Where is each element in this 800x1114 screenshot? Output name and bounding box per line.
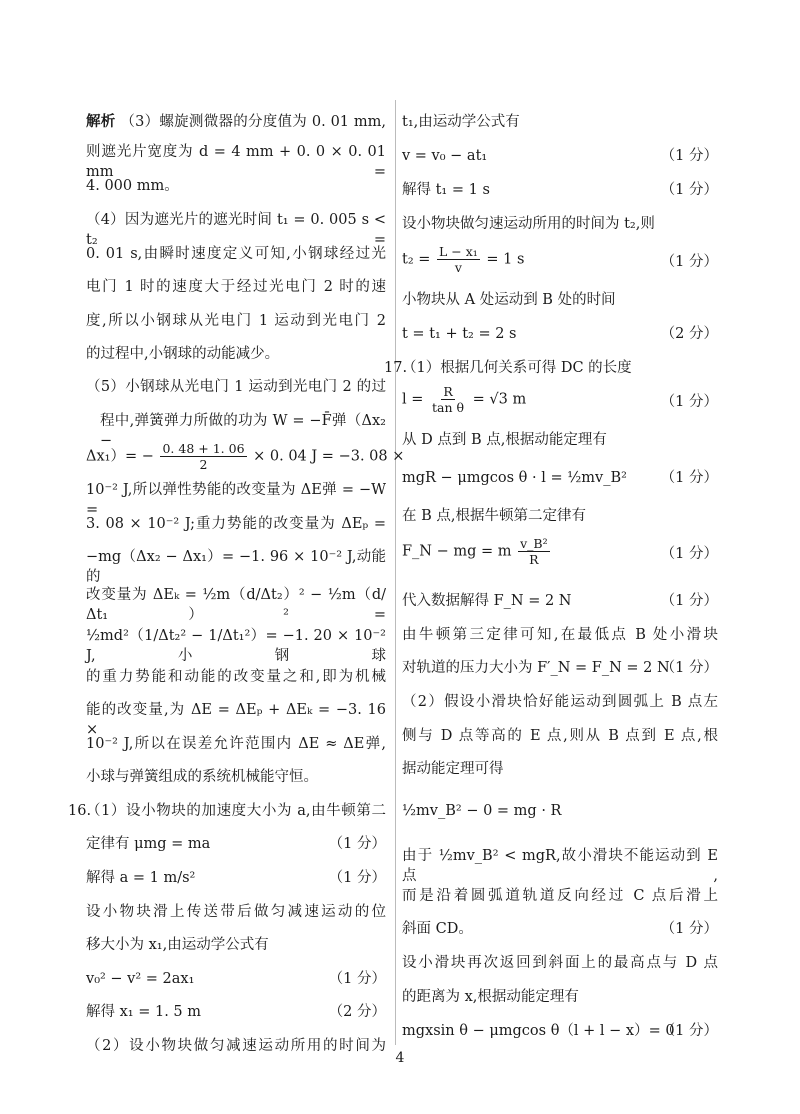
text-line bbox=[86, 834, 386, 854]
jiexi-label: 解析 bbox=[86, 113, 116, 130]
denominator: tan θ bbox=[432, 400, 465, 415]
text-line bbox=[402, 591, 718, 611]
text-line bbox=[86, 868, 386, 888]
text-line: 的过程中,小钢球的动能减少。 bbox=[86, 346, 280, 362]
denominator: 2 bbox=[199, 457, 208, 472]
score: （1 分） bbox=[660, 593, 718, 609]
question-number: 17. bbox=[384, 360, 408, 376]
score: （1 分） bbox=[660, 254, 718, 270]
text-line: （2）设小物块做匀减速运动所用的时间为 bbox=[86, 1038, 386, 1054]
fraction bbox=[430, 384, 466, 415]
text-line: 小球与弹簧组成的系统机械能守恒。 bbox=[86, 769, 318, 785]
text-line: 由牛顿第三定律可知,在最低点 B 处小滑块 bbox=[402, 627, 718, 643]
formula-line: ½md²（1/Δt₂² − 1/Δt₁²）= −1. 20 × 10⁻² J,小钢球 bbox=[86, 628, 386, 664]
question-number: 16. bbox=[68, 803, 92, 819]
text: = 1 s bbox=[486, 251, 525, 268]
text-line bbox=[402, 658, 718, 678]
text-line: 3. 08 × 10⁻² J;重力势能的改变量为 ΔEₚ = bbox=[86, 516, 386, 532]
text-line: 设小物块做匀速运动所用的时间为 t₂,则 bbox=[402, 216, 655, 232]
formula-line: ½mv_B² − 0 = mg · R bbox=[402, 803, 562, 819]
text: （1）设小物块的加速度大小为 a,由牛顿第二 bbox=[86, 803, 386, 819]
fraction bbox=[437, 244, 480, 275]
text: t = t₁ + t₂ = 2 s bbox=[402, 326, 517, 342]
formula-line bbox=[402, 244, 718, 275]
numerator: v_B² bbox=[520, 536, 548, 551]
text: v = v₀ − at₁ bbox=[402, 148, 488, 164]
text-line: 4. 000 mm。 bbox=[86, 178, 179, 194]
text-line: 在 B 点,根据牛顿第二定律有 bbox=[402, 508, 586, 524]
text-line: （5）小钢球从光电门 1 运动到光电门 2 的过 bbox=[86, 379, 386, 395]
text-line bbox=[402, 919, 718, 939]
text-line bbox=[86, 112, 386, 132]
fraction bbox=[160, 441, 246, 472]
text-line: 设小物块滑上传送带后做匀减速运动的位 bbox=[86, 904, 386, 920]
text-line: 能的改变量,为 ΔE = ΔEₚ + ΔEₖ = −3. 16 × bbox=[86, 702, 386, 738]
denominator: v bbox=[454, 260, 462, 275]
text-line: 的距离为 x,根据动能定理有 bbox=[402, 989, 579, 1005]
formula-line bbox=[402, 146, 718, 166]
score: （1 分） bbox=[660, 470, 718, 486]
text-line: 小物块从 A 处运动到 B 处的时间 bbox=[402, 292, 616, 308]
text: l = bbox=[402, 391, 424, 408]
text: mgR − μmgcos θ · l = ½mv_B² bbox=[402, 470, 627, 486]
text-line: 从 D 点到 B 点,根据动能定理有 bbox=[402, 432, 607, 448]
text: 解得 a = 1 m/s² bbox=[86, 870, 196, 886]
text-line: （2）假设小滑块恰好能运动到圆弧上 B 点左 bbox=[402, 694, 718, 710]
formula-line bbox=[402, 468, 718, 488]
text-line: 0. 01 s,由瞬时速度定义可知,小钢球经过光 bbox=[86, 246, 386, 262]
formula-line: 由于 ½mv_B² < mgR,故小滑块不能运动到 E 点, bbox=[402, 848, 718, 884]
text: 对轨道的压力大小为 F′_N = F_N = 2 N bbox=[402, 660, 670, 676]
text-line: （4）因为遮光片的遮光时间 t₁ = 0. 005 s < t₂ = bbox=[86, 212, 386, 248]
text: mgxsin θ − μmgcos θ（l + l − x）= 0 bbox=[402, 1023, 675, 1039]
score: （1 分） bbox=[660, 394, 718, 410]
fraction bbox=[518, 536, 550, 567]
score: （2 分） bbox=[660, 326, 718, 342]
score: （1 分） bbox=[660, 148, 718, 164]
text-line: 电门 1 时的速度大于经过光电门 2 时的速 bbox=[86, 279, 386, 295]
text-line: t₁,由运动学公式有 bbox=[402, 114, 520, 130]
text-line: 而是沿着圆弧道轨道反向经过 C 点后滑上 bbox=[402, 888, 718, 904]
formula-line bbox=[402, 536, 718, 567]
text-line: 程中,弹簧弹力所做的功为 W = −F̄弹（Δx₂ − bbox=[100, 413, 386, 449]
score: （1 分） bbox=[660, 546, 718, 562]
text-line: 据动能定理可得 bbox=[402, 761, 504, 777]
text: （1）根据几何关系可得 DC 的长度 bbox=[402, 360, 632, 376]
formula-line: 改变量为 ΔEₖ = ½m（d/Δt₂）² − ½m（d/Δt₁）² = bbox=[86, 587, 386, 623]
denominator: R bbox=[529, 552, 539, 567]
numerator: L − x₁ bbox=[439, 244, 478, 259]
text: 斜面 CD。 bbox=[402, 921, 473, 937]
text-line bbox=[402, 180, 718, 200]
text: × 0. 04 J = −3. 08 × bbox=[253, 448, 405, 465]
text: 解得 x₁ = 1. 5 m bbox=[86, 1004, 201, 1020]
formula-line bbox=[402, 324, 718, 344]
text-line: 移大小为 x₁,由运动学公式有 bbox=[86, 937, 269, 953]
score: （1 分） bbox=[328, 870, 386, 886]
score: （2 分） bbox=[328, 1004, 386, 1020]
text: 代入数据解得 F_N = 2 N bbox=[402, 593, 572, 609]
column-divider bbox=[395, 100, 396, 1045]
formula-line bbox=[86, 441, 404, 472]
text: 定律有 μmg = ma bbox=[86, 836, 211, 852]
text-line: 设小滑块再次返回到斜面上的最高点与 D 点 bbox=[402, 955, 718, 971]
score: （1 分） bbox=[328, 836, 386, 852]
text: t₂ = bbox=[402, 251, 431, 268]
question-16-line bbox=[68, 801, 386, 821]
text: = √3 m bbox=[472, 391, 527, 408]
text: 解得 t₁ = 1 s bbox=[402, 182, 490, 198]
score: （1 分） bbox=[660, 921, 718, 937]
text-line: 的重力势能和动能的改变量之和,即为机械 bbox=[86, 669, 386, 685]
numerator: R bbox=[443, 384, 453, 399]
score: （1 分） bbox=[328, 971, 386, 987]
text-line bbox=[86, 1002, 386, 1022]
text-line: 10⁻² J,所以在误差允许范围内 ΔE ≈ ΔE弹, bbox=[86, 736, 386, 752]
text: Δx₁）= − bbox=[86, 448, 154, 465]
score: （1 分） bbox=[660, 182, 718, 198]
text-line: 侧与 D 点等高的 E 点,则从 B 点到 E 点,根 bbox=[402, 728, 718, 744]
text-line: 则遮光片宽度为 d = 4 mm + 0. 0 × 0. 01 mm = bbox=[86, 144, 386, 180]
text-line: −mg（Δx₂ − Δx₁）= −1. 96 × 10⁻² J,动能的 bbox=[86, 549, 386, 585]
text: F_N − mg = m bbox=[402, 543, 512, 560]
formula-line bbox=[402, 1021, 718, 1041]
page-number: 4 bbox=[395, 1050, 405, 1066]
formula-line bbox=[402, 384, 718, 415]
text: v₀² − v² = 2ax₁ bbox=[86, 971, 195, 987]
formula-line bbox=[86, 969, 386, 989]
text-line: 度,所以小钢球从光电门 1 运动到光电门 2 bbox=[86, 313, 386, 329]
text: （3）螺旋测微器的分度值为 0. 01 mm, bbox=[120, 114, 387, 130]
text-line: 10⁻² J,所以弹性势能的改变量为 ΔE弹 = −W = bbox=[86, 482, 386, 518]
score: （1 分） bbox=[660, 1023, 718, 1039]
numerator: 0. 48 + 1. 06 bbox=[162, 441, 245, 456]
question-17-line bbox=[384, 358, 632, 378]
score: （1 分） bbox=[660, 660, 718, 676]
